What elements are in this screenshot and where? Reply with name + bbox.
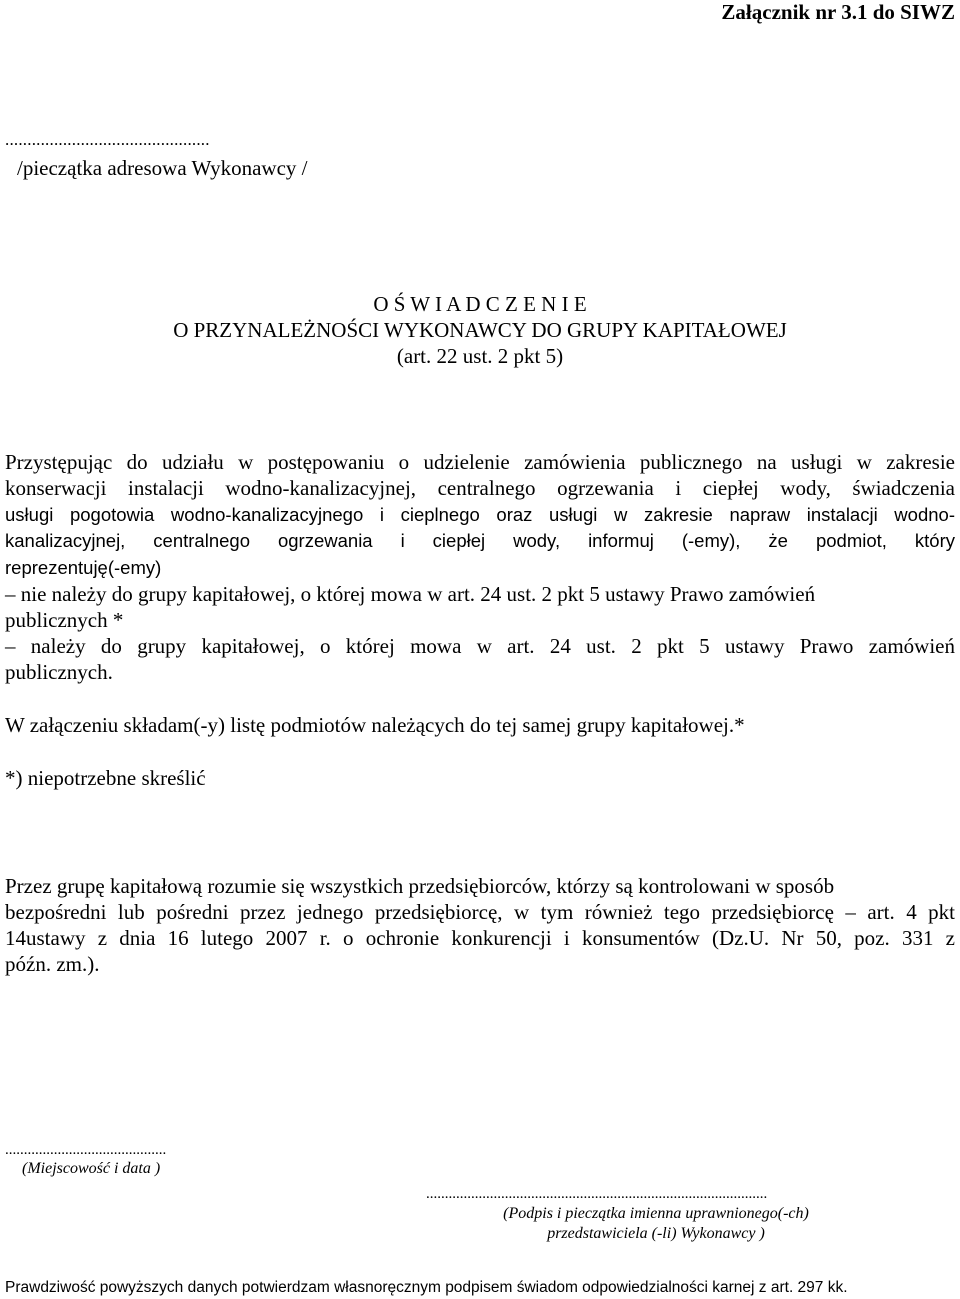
definition-line-3: 14ustawy z dnia 16 lutego 2007 r. o ochronie konkurencji i konsumentów (Dz.U. Nr 50, poz. 331 z	[5, 926, 955, 950]
option-not-member-line-1: – nie należy do grupy kapitałowej, o której mowa w art. 24 ust. 2 pkt 5 ustawy Prawo zamówień	[5, 582, 816, 606]
document-title: O Ś W I A D C Z E N I E	[373, 292, 587, 316]
definition-line-1: Przez grupę kapitałową rozumie się wszystkich przedsiębiorców, którzy są kontrolowani w sposób	[5, 874, 835, 898]
liability-statement: Prawdziwość powyższych danych potwierdzam własnoręcznym podpisem świadom odpowiedzialności karnej z art. 297 kk.	[5, 1279, 848, 1296]
annex-label: Załącznik nr 3.1 do SIWZ	[721, 0, 955, 24]
stamp-label: /pieczątka adresowa Wykonawcy /	[17, 156, 308, 180]
option-not-member-line-2: publicznych *	[5, 608, 124, 632]
footnote: *) niepotrzebne skreślić	[5, 766, 206, 790]
intro-line-1: Przystępując do udziału w postępowaniu o udzielenie zamówienia publicznego na usługi w zakresie	[5, 450, 955, 474]
definition-line-4: późn. zm.).	[5, 952, 100, 976]
option-member-line-2: publicznych.	[5, 660, 113, 684]
attachment-note: W załączeniu składam(-y) listę podmiotów należących do tej samej grupy kapitałowej.*	[5, 713, 745, 737]
intro-line-2: konserwacji instalacji wodno-kanalizacyjnej, centralnego ogrzewania i ciepłej wody, świadczenia	[5, 476, 955, 500]
intro-line-3: usługi pogotowia wodno-kanalizacyjnego i cieplnego oraz usługi w zakresie napraw instalacji wodno-	[5, 504, 955, 525]
signature-label-line-2: przedstawiciela (-li) Wykonawcy )	[547, 1225, 765, 1242]
document-subtitle: O PRZYNALEŻNOŚCI WYKONAWCY DO GRUPY KAPITAŁOWEJ	[173, 318, 787, 342]
stamp-dotted-line: ..............................................	[5, 130, 210, 149]
definition-line-2: bezpośredni lub pośredni przez jednego przedsiębiorcę, w tym również tego przedsiębiorcę – art. 4 pkt	[5, 900, 955, 924]
signature-dotted-line: ...........................................................................................	[426, 1186, 768, 1202]
option-member-line-1: – należy do grupy kapitałowej, o której mowa w art. 24 ust. 2 pkt 5 ustawy Prawo zamówień	[5, 634, 955, 658]
place-date-dotted-line: ...........................................	[5, 1142, 167, 1158]
intro-line-5: reprezentuję(-emy)	[5, 557, 162, 578]
signature-label-line-1: (Podpis i pieczątka imienna uprawnionego(-ch)	[503, 1205, 809, 1222]
intro-line-4: kanalizacyjnej, centralnego ogrzewania i ciepłej wody, informuj (-emy), że podmiot, który	[5, 530, 955, 551]
legal-reference: (art. 22 ust. 2 pkt 5)	[396, 344, 564, 368]
place-date-label: (Miejscowość i data )	[22, 1160, 161, 1177]
